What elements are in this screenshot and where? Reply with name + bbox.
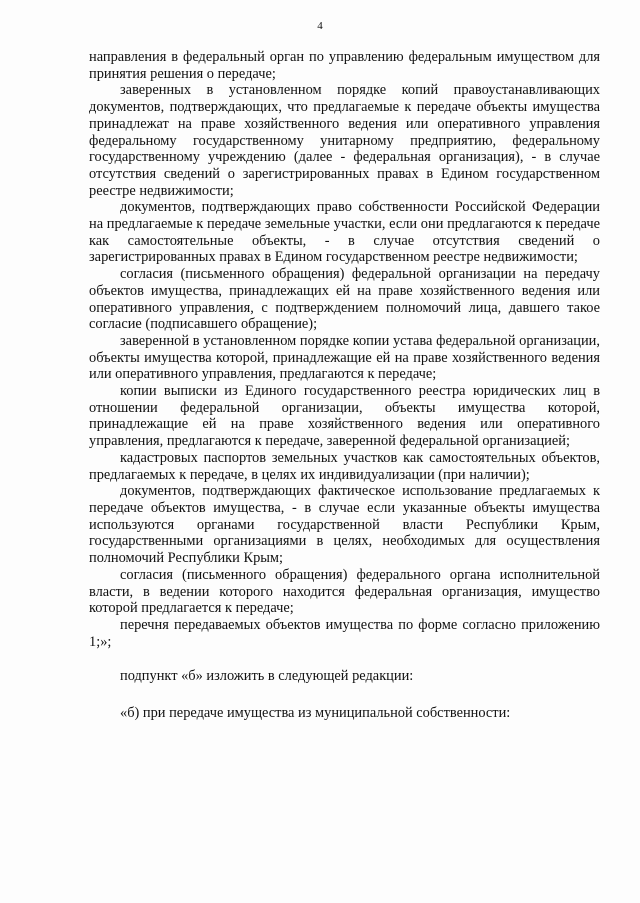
paragraph: согласия (письменного обращения) федерального органа исполнительной власти, в ведении которого находится федеральная организация, имущество которой предлагается к передаче; [89,566,600,617]
paragraph: «б) при передаче имущества из муниципальной собственности: [120,705,511,722]
paragraph: направления в федеральный орган по управлению федеральным имуществом для принятия решения о передаче; [89,49,600,82]
paragraph: документов, подтверждающих фактическое использование предлагаемых к передаче объектов имущества, - в случае если указанные объекты имущества используются органами государственной власти Республики Крым, государственными организациями в целях, необходимых для осуществления полномочий Республики Крым; [89,483,600,567]
document-body [89,49,600,722]
paragraph: подпункт «б» изложить в следующей редакции: [120,668,414,685]
paragraph: копии выписки из Единого государственного реестра юридических лиц в отношении федеральной организации, объекты имущества которой, принадлежащие ей на праве хозяйственного ведения или оперативного управления, предлагаются к передаче, заверенной федеральной организацией; [89,383,600,450]
paragraph: заверенных в установленном порядке копий правоустанавливающих документов, подтверждающих, что предлагаемые к передаче объекты имущества принадлежат на праве хозяйственного ведения или оперативного управления федеральному государственному унитарному предприятию, федеральному государственному учреждению (далее - федеральная организация), - в случае отсутствия сведений о зарегистрированных правах в Едином государственном реестре недвижимости; [89,82,600,199]
paragraph: согласия (письменного обращения) федеральной организации на передачу объектов имущества, принадлежащих ей на праве хозяйственного ведения или оперативного управления, с подтверждением полномочий лица, давшего такое согласие (подписавшего обращение); [89,266,600,333]
paragraph: перечня передаваемых объектов имущества по форме согласно приложению 1;»; [89,616,600,650]
paragraph: кадастровых паспортов земельных участков как самостоятельных объектов, предлагаемых к передаче, в целях их индивидуализации (при наличии); [89,449,600,483]
page-number: 4 [317,20,323,32]
paragraph: заверенной в установленном порядке копии устава федеральной организации, объекты имущества которой, принадлежащие ей на праве хозяйственного ведения или оперативного управления, предлагаются к передаче; [89,332,600,383]
paragraph: документов, подтверждающих право собственности Российской Федерации на предлагаемые к передаче земельные участки, если они предлагаются к передаче как самостоятельные объекты, - в случае отсутствия сведений о зарегистрированных правах в Едином государственном реестре недвижимости; [89,199,600,266]
